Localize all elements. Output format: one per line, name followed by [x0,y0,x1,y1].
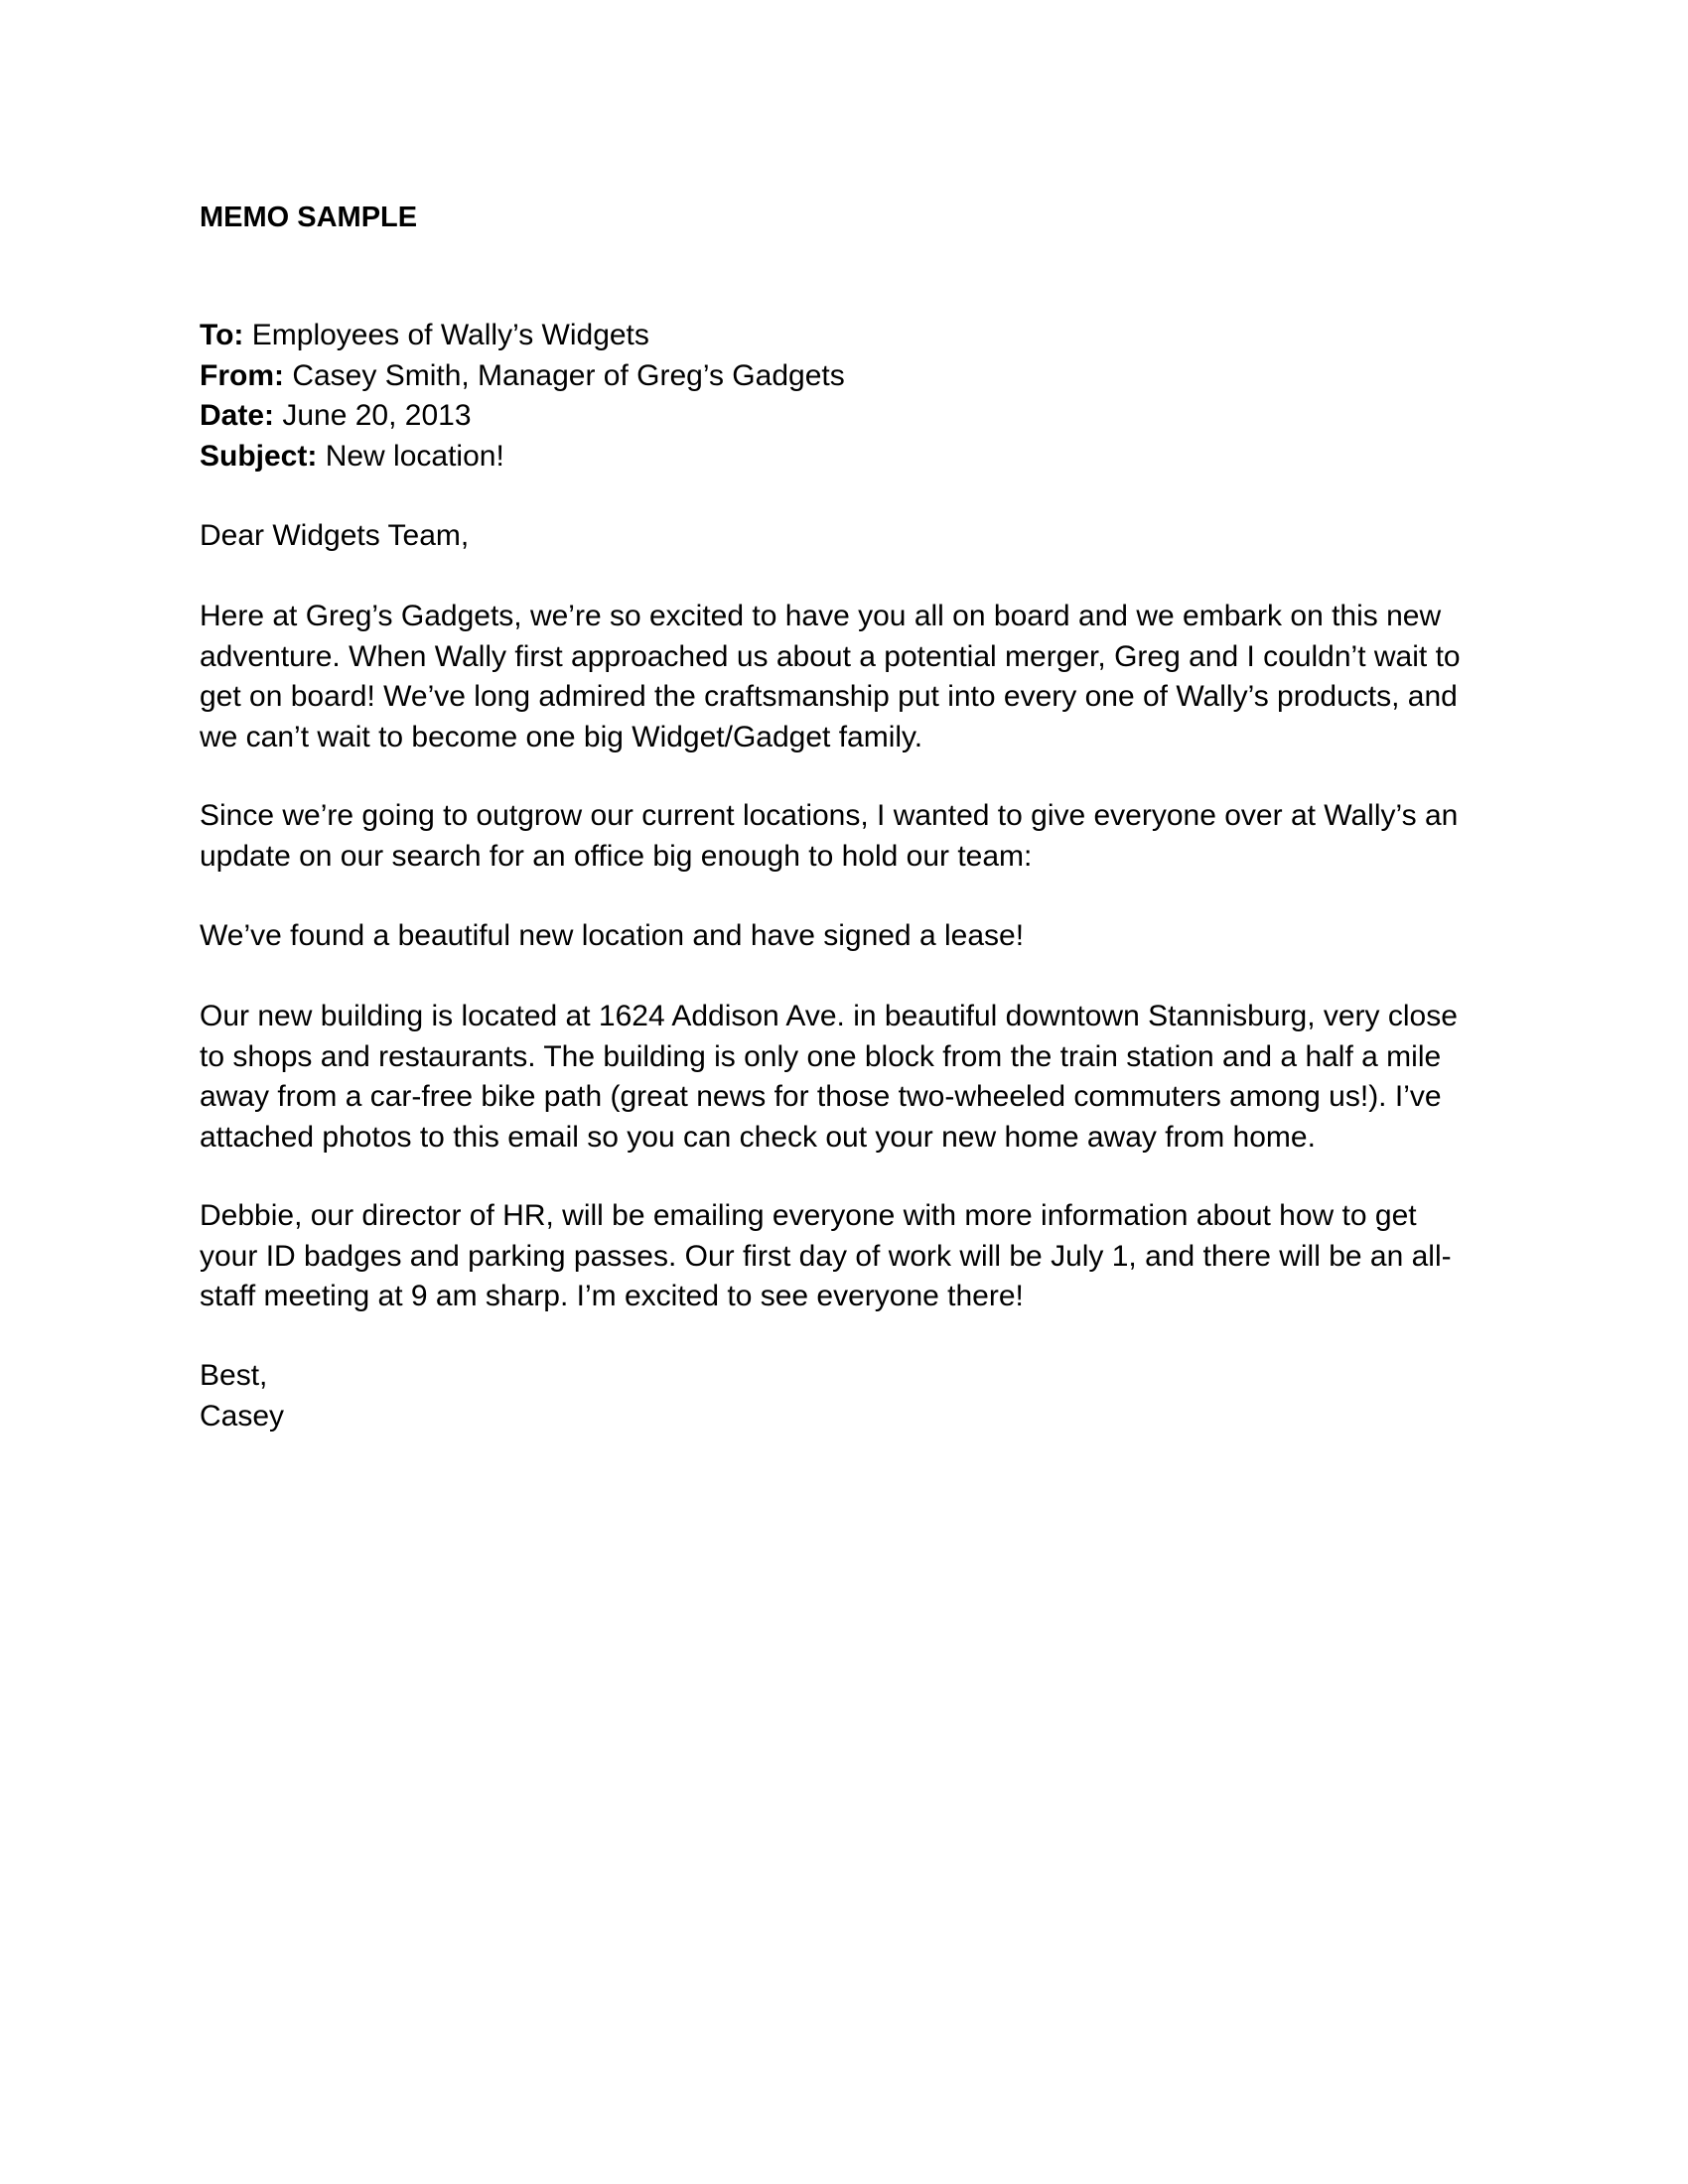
paragraph-line: Here at Greg’s Gadgets, we’re so excited to have you all on board and we embark on this new [200,600,1442,632]
to-label: To: [200,319,244,351]
salutation: Dear Widgets Team, [200,519,470,552]
paragraph-location [200,997,1520,1158]
signoff: Best, [200,1359,268,1392]
paragraph-line: we can’t wait to become one big Widget/Gadget family. [200,720,923,753]
from-line [200,356,845,397]
paragraph-update [200,796,1520,877]
paragraph-line: get on board! We’ve long admired the craftsmanship put into every one of Wally’s products, and [200,680,1458,713]
paragraph-line: attached photos to this email so you can check out your new home away from home. [200,1120,1316,1154]
paragraph-logistics [200,1196,1520,1317]
memo-page [200,0,1510,2184]
paragraph-line: Since we’re going to outgrow our current locations, I wanted to give everyone over at Wally’s an [200,799,1459,832]
subject-line [200,437,845,478]
paragraph-line: update on our search for an office big enough to hold our team: [200,839,1033,873]
signature: Casey [200,1399,285,1433]
paragraph-line: adventure. When Wally first approached us about a potential merger, Greg and I couldn’t wait to [200,639,1461,673]
paragraph-line: Our new building is located at 1624 Addison Ave. in beautiful downtown Stannisburg, very close [200,1000,1458,1032]
paragraph-line: staff meeting at 9 am sharp. I’m excited to see everyone there! [200,1280,1024,1312]
paragraph-line: away from a car-free bike path (great news for those two-wheeled commuters among us!). I’ve [200,1080,1442,1113]
from-label: From: [200,358,284,392]
from-value: Casey Smith, Manager of Greg’s Gadgets [284,358,845,392]
paragraph-intro [200,597,1520,757]
memo-title: MEMO SAMPLE [200,202,418,233]
date-value: June 20, 2013 [274,399,472,432]
date-line [200,396,845,437]
to-value: Employees of Wally’s Widgets [243,319,649,351]
paragraph-line: your ID badges and parking passes. Our first day of work will be July 1, and there will be an all- [200,1239,1452,1273]
paragraph-line: Debbie, our director of HR, will be emailing everyone with more information about how to get [200,1199,1417,1232]
subject-value: New location! [317,439,504,473]
date-label: Date: [200,399,275,432]
to-line [200,316,845,356]
paragraph-announcement [200,916,1520,957]
paragraph-line: We’ve found a beautiful new location and have signed a lease! [200,919,1025,952]
closing [200,1356,284,1436]
memo-header [200,316,845,477]
paragraph-line: to shops and restaurants. The building is only one block from the train station and a half a mile [200,1039,1442,1073]
subject-label: Subject: [200,439,318,473]
